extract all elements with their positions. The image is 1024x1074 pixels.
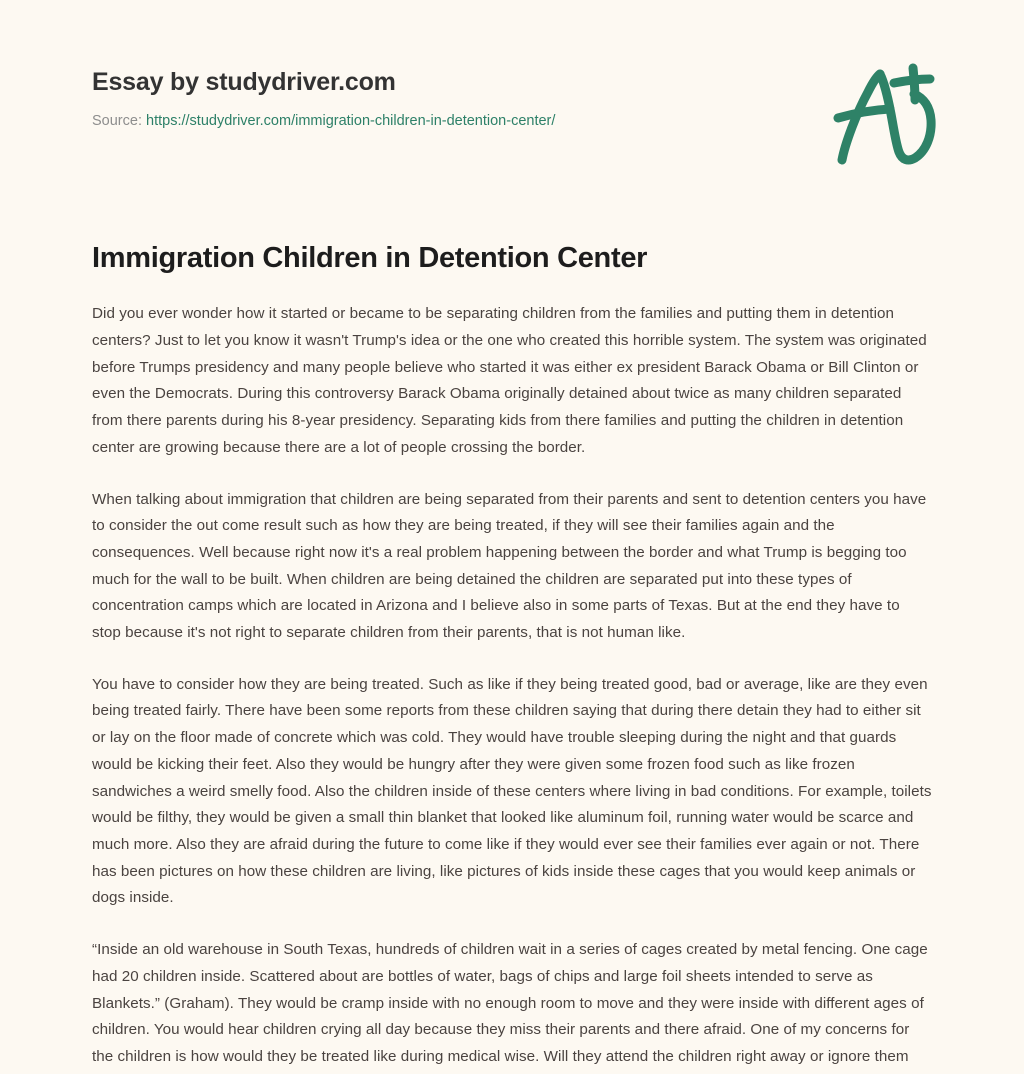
source-url-link[interactable]: https://studydriver.com/immigration-children-in-detention-center/: [146, 113, 556, 129]
paragraph: “Inside an old warehouse in South Texas, hundreds of children wait in a series of cages created by metal fencing. One cage had 20 children inside. Scattered about are bottles of water, bags of chips and large foil sheets intended to serve as Blankets.” (Graham). They would be cramp inside with no enough room to move and they were inside with different ages of children. You would hear children crying all day because they miss their parents and there afraid. One of my concerns for the children is how would they be treated like during medical wise. Will they attend the children right away or ignore them: [92, 941, 928, 1065]
essay-byline: Essay by studydriver.com: [92, 68, 396, 96]
page-title: Immigration Children in Detention Center: [92, 242, 648, 274]
essay-body: [92, 301, 932, 1070]
page-header: [92, 0, 932, 129]
paragraph: You have to consider how they are being treated. Such as like if they being treated good, bad or average, like are they even being treated fairly. There have been some reports from these children saying that during there detain they had to either sit or lay on the floor made of concrete which was cold. They would have trouble sleeping during the night and that guards would be kicking their feet. Also they would be hungry after they were given some frozen food such as like frozen sandwiches a weird smelly food. Also the children inside of these centers where living in bad conditions. For example, toilets would be filthy, they would be given a small thin blanket that looked like aluminum foil, running water would be scarce and much more. Also they are afraid during the future to come like if they would ever see their families ever again or not. There has been pictures on how these children are living, like pictures of kids inside these cages that you would keep animals or dogs inside.: [92, 675, 932, 907]
paragraph: Did you ever wonder how it started or became to be separating children from the families and putting them in detention centers? Just to let you know it wasn't Trump's idea or the one who created this horrible system. The system was originated before Trumps presidency and many people believe who started it was either ex president Barack Obama or Bill Clinton or even the Democrats. During this controversy Barack Obama originally detained about twice as many children separated from there parents during his 8-year presidency. Separating kids from there families and putting the children in detention center are growing because there are a lot of people crossing the border.: [92, 305, 927, 456]
paragraph: When talking about immigration that children are being separated from their parents and sent to detention centers you have to consider the out come result such as how they are being treated, if they will see their families again and the consequences. Well because right now it's a real problem happening between the border and what Trump is begging too much for the wall to be built. When children are being detained the children are separated put into these types of concentration camps which are located in Arizona and I believe also in some parts of Texas. But at the end they have to stop because it's not right to separate children from their parents, that is not human like.: [92, 490, 927, 642]
source-line: [92, 114, 932, 129]
a-plus-logo-icon: [814, 52, 944, 170]
source-label: Source:: [92, 113, 142, 129]
